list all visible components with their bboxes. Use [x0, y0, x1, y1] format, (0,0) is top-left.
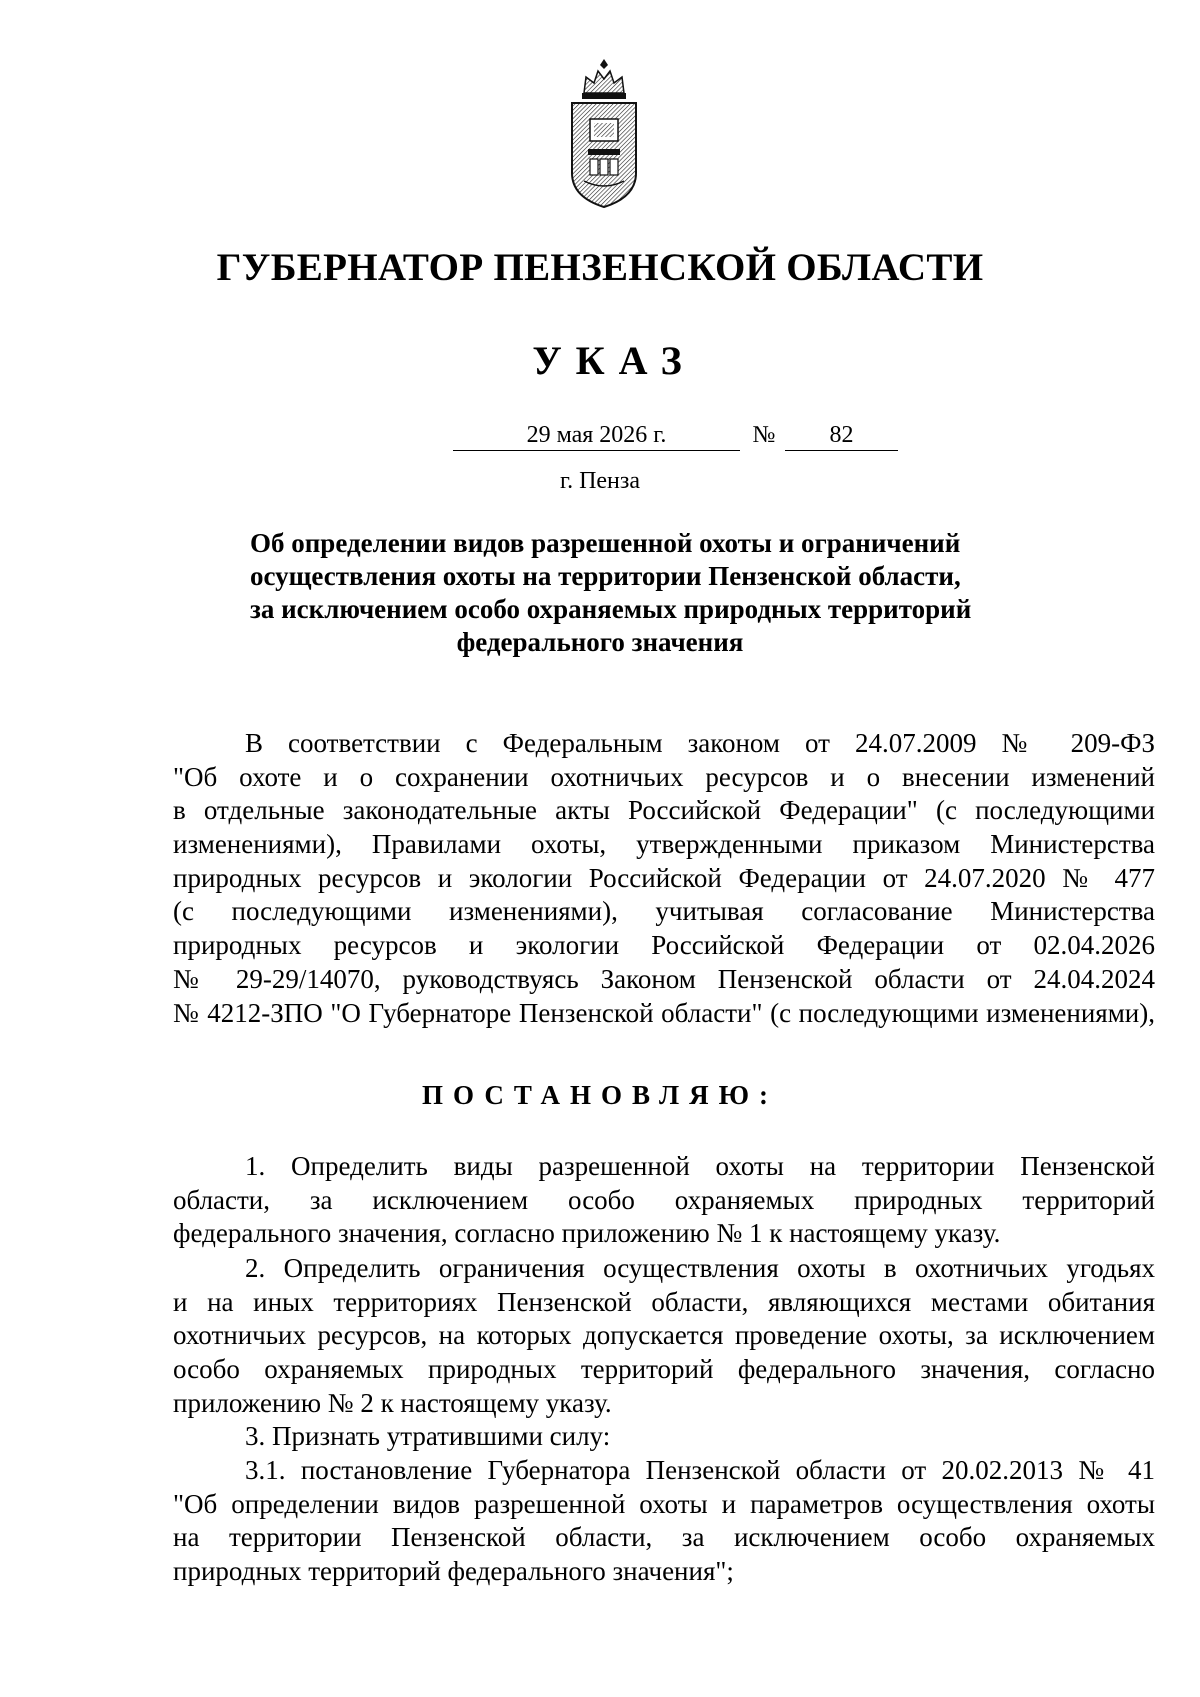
number-sign: №	[752, 422, 776, 448]
document-number: 82	[785, 420, 898, 451]
document-type: УКАЗ	[532, 338, 696, 383]
clause-line: приложению № 2 к настоящему указу.	[173, 1387, 612, 1418]
clause-line: 3.1. постановление Губернатора Пензенской области от 20.02.2013 № 41	[245, 1455, 1155, 1485]
preamble-line: природных ресурсов и экологии Российской Федерации от 02.04.2026	[173, 930, 1155, 961]
clause-1	[173, 1150, 1155, 1251]
preamble-line: изменениями), Правилами охоты, утвержденными приказом Министерства	[173, 829, 1155, 860]
preamble-line: (с последующими изменениями), учитывая согласование Министерства	[173, 896, 1155, 927]
decree-heading: ПОСТАНОВЛЯЮ:	[422, 1080, 778, 1110]
preamble-line: в отдельные законодательные акты Российской Федерации" (с последующими	[173, 795, 1155, 826]
clause-line: 3. Признать утратившими силу:	[245, 1421, 611, 1451]
clause-line: 1. Определить виды разрешенной охоты на территории Пензенской	[245, 1151, 1155, 1181]
clause-line: особо охраняемых природных территорий федерального значения, согласно	[173, 1354, 1155, 1385]
document-date: 29 мая 2026 г.	[453, 420, 740, 451]
title-line: федерального значения	[456, 627, 744, 657]
clause-2	[173, 1252, 1155, 1420]
coat-of-arms-emblem	[564, 55, 644, 213]
preamble-line: № 4212-ЗПО "О Губернаторе Пензенской области" (с последующими изменениями),	[173, 997, 1155, 1028]
title-line: за исключением особо охраняемых природных территорий	[250, 594, 972, 624]
clause-line: "Об определении видов разрешенной охоты и параметров осуществления охоты	[173, 1488, 1155, 1519]
title-line: Об определении видов разрешенной охоты и ограничений	[250, 528, 961, 558]
clause-line: охотничьих ресурсов, на которых допускается проведение охоты, за исключением	[173, 1320, 1155, 1351]
document-title	[250, 527, 972, 659]
clause-line: 2. Определить ограничения осуществления охоты в охотничьих угодьях	[245, 1253, 1155, 1283]
issuing-authority: ГУБЕРНАТОР ПЕНЗЕНСКОЙ ОБЛАСТИ	[216, 246, 984, 289]
clause-line: природных территорий федерального значения";	[173, 1556, 734, 1587]
preamble-paragraph	[173, 727, 1155, 1030]
preamble-line: "Об охоте и о сохранении охотничьих ресурсов и о внесении изменений	[173, 761, 1155, 792]
document-city: г. Пенза	[559, 468, 641, 494]
title-line: осуществления охоты на территории Пензенской области,	[250, 561, 961, 591]
clause-3	[173, 1420, 1155, 1454]
clause-line: области, за исключением особо охраняемых природных территорий	[173, 1184, 1155, 1215]
clause-3-1	[173, 1454, 1155, 1589]
clause-line: на территории Пензенской области, за исключением особо охраняемых	[173, 1522, 1155, 1553]
preamble-line: В соответствии с Федеральным законом от 24.07.2009 № 209-ФЗ	[245, 728, 1155, 758]
clause-line: и на иных территориях Пензенской области, являющихся местами обитания	[173, 1286, 1155, 1317]
clause-line: федерального значения, согласно приложению № 1 к настоящему указу.	[173, 1218, 1001, 1249]
preamble-line: № 29-29/14070, руководствуясь Законом Пензенской области от 24.04.2024	[173, 963, 1155, 994]
preamble-line: природных ресурсов и экологии Российской Федерации от 24.07.2020 № 477	[173, 862, 1155, 893]
